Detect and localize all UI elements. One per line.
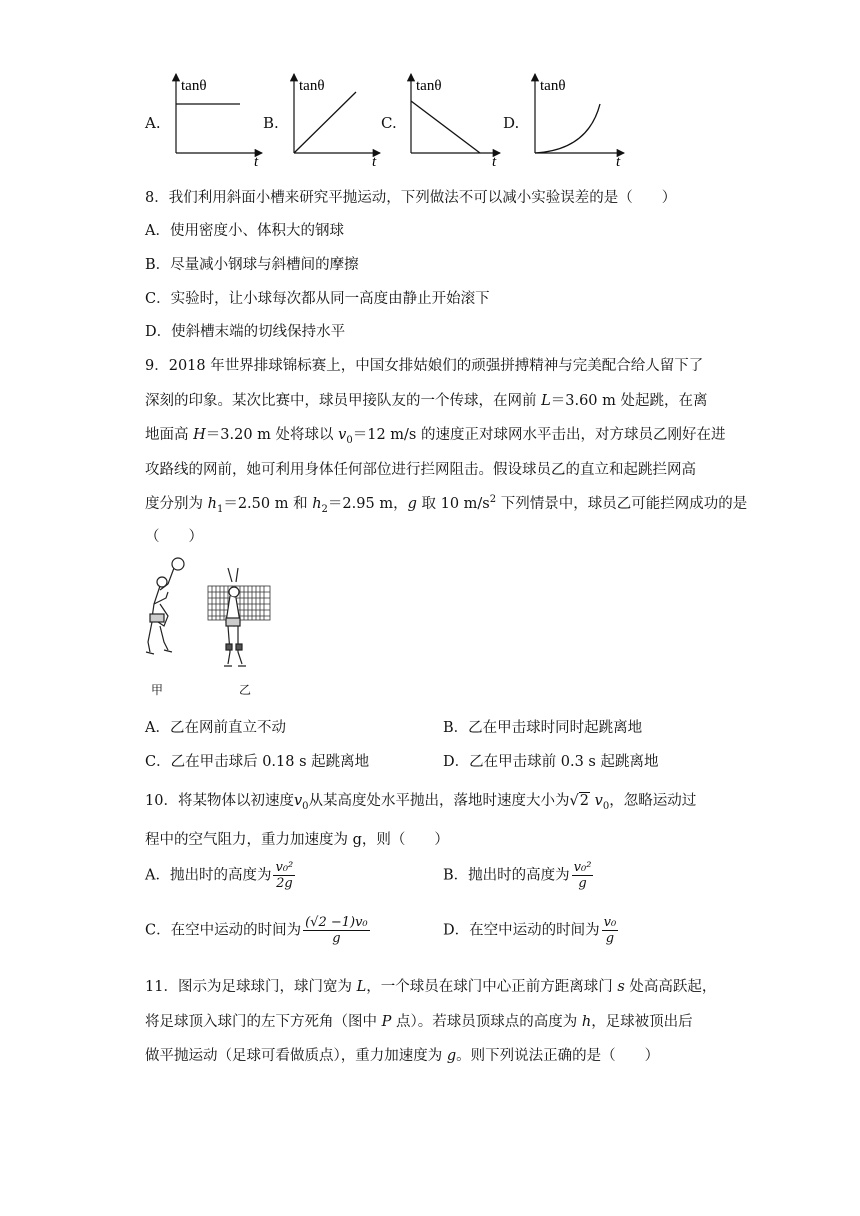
q10-option-a: A．抛出时的高度为 $\frac{\text{v₀²}}{2g}$ — [145, 860, 294, 891]
q9-option-a: A．乙在网前直立不动 — [145, 720, 286, 736]
q9-line-6: （ ） — [145, 529, 203, 545]
q8-option-c: C．实验时，让小球每次都从同一高度由静止开始滚下 — [145, 291, 490, 307]
graph-c-ylabel: tanθ — [416, 78, 442, 94]
graph-d-ylabel: tanθ — [540, 78, 566, 94]
graph-a-ylabel: tanθ — [181, 78, 207, 94]
volleyball-figure — [138, 556, 298, 701]
graph-a — [176, 74, 262, 170]
q8-option-d: D．使斜槽末端的切线保持水平 — [145, 324, 346, 340]
graph-c-curve — [411, 101, 480, 153]
q11-line-3: 做平抛运动（足球可看做质点），重力加速度为 g。则下列说法正确的是（ ） — [145, 1048, 660, 1064]
q9-line-4: 攻路线的网前，她可利用身体任何部位进行拦网阻击。假设球员乙的直立和起跳拦网高 — [145, 462, 696, 478]
q11-line-1: 11．图示为足球球门，球门宽为 L，一个球员在球门中心正前方距离球门 s 处高高跃起， — [145, 979, 717, 995]
fig-label-yi: 乙 — [239, 683, 252, 697]
graph-b — [294, 74, 380, 170]
graph-d-curve — [535, 104, 600, 153]
fig-label-jia: 甲 — [151, 683, 164, 697]
graph-b-ylabel: tanθ — [299, 78, 325, 94]
graph-d-xlabel: t — [616, 154, 621, 170]
graph-b-curve — [294, 92, 356, 153]
graph-a-xlabel: t — [254, 154, 259, 170]
frac-a: $\frac{\text{v₀²}}{2g}$ — [275, 860, 294, 891]
q9-option-b: B．乙在甲击球时同时起跳离地 — [443, 720, 643, 736]
graph-b-xlabel: t — [372, 154, 377, 170]
graph-c-letter: C. — [381, 114, 397, 132]
q10-line-1: 10．将某物体以初速度$v_0$从某高度处水平抛出，落地时速度大小为√2 $v_0$，忽略运动过 — [145, 793, 697, 812]
q11-line-2: 将足球顶入球门的左下方死角（图中 P 点）。若球员顶球点的高度为 h，足球被顶出后 — [145, 1014, 693, 1030]
player-jia-illustration — [146, 558, 184, 654]
sqrt-two: √2 — [569, 793, 590, 809]
q9-line-3: 地面高 H＝3.20 m 处将球以 $v_0=12$ m/s 的速度正对球网水平击出，对方球员乙刚好在进 — [145, 427, 726, 446]
graph-d — [535, 74, 624, 170]
q9-option-c: C．乙在甲击球后 0.18 s 起跳离地 — [145, 754, 370, 770]
q10-option-b: B．抛出时的高度为 $\frac{\text{v₀²}}{g}$ — [443, 860, 592, 891]
frac-c: $\frac{\text{(√2 −1)v₀}}{g}$ — [305, 915, 368, 946]
graph-c-xlabel: t — [492, 154, 497, 170]
frac-d: $\frac{\text{v₀}}{g}$ — [603, 915, 617, 946]
graph-a-letter: A. — [145, 114, 161, 132]
q10-option-d: D．在空中运动的时间为 $\frac{\text{v₀}}{g}$ — [443, 915, 617, 946]
q9-line-2: 深刻的印象。某次比赛中，球员甲接队友的一个传球，在网前 L＝3.60 m 处起跳，在离 — [145, 393, 708, 409]
graph-d-letter: D. — [503, 114, 520, 132]
q8-stem: 8．我们利用斜面小槽来研究平抛运动，下列做法不可以减小实验误差的是（ ） — [145, 190, 677, 206]
q9-option-d: D．乙在甲击球前 0.3 s 起跳离地 — [443, 754, 659, 770]
q10-line-2: 程中的空气阻力，重力加速度为 g，则（ ） — [145, 832, 449, 848]
graph-b-letter: B. — [263, 114, 279, 132]
q8-option-a: A．使用密度小、体积大的钢球 — [145, 223, 344, 239]
graph-panel — [0, 60, 700, 175]
frac-b: $\frac{\text{v₀²}}{g}$ — [573, 860, 592, 891]
graph-c — [411, 74, 500, 170]
q10-option-c: C．在空中运动的时间为 $\frac{\text{(√2 −1)v₀}}{g}$ — [145, 915, 368, 946]
q9-line-1: 9．2018 年世界排球锦标赛上，中国女排姑娘们的顽强拼搏精神与完美配合给人留下了 — [145, 358, 704, 374]
q9-line-5: 度分别为 $h_1=2.50$ m 和 $h_2=2.95$ m，g 取 10 $m/s^2$ 下列情景中，球员乙可能拦网成功的是 — [145, 494, 748, 515]
q8-option-b: B．尽量减小钢球与斜槽间的摩擦 — [145, 257, 359, 273]
